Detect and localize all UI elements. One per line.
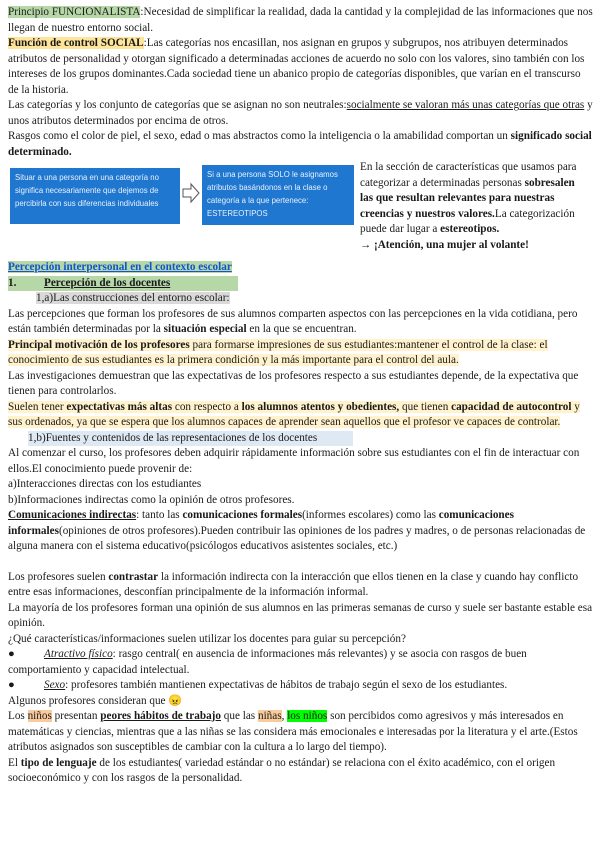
principio-funcionalista-paragraph xyxy=(8,5,593,36)
question-paragraph: ¿Qué características/informaciones suelen utilizar los docentes para guiar su percepción? xyxy=(8,632,406,645)
categorias-text-a: Las categorías y los conjunto de categorías que se asignan no son neutrales: xyxy=(8,99,347,111)
subsection-1-heading xyxy=(8,276,593,292)
ninos-paragraph xyxy=(8,709,593,756)
n-f: niñas xyxy=(257,710,282,722)
n-i: son percibidos como agresivos y más interesados en matemáticas y ciencias, mientras que a las niñas se las considera más emocionales e interesadas por la literatura y el arte.(Estos atributos asignados son susceptibles de cambiar con la cultura a lo largo del tiempo). xyxy=(8,710,578,753)
subsection-1b-title: 1,b)Fuentes y contenidos de las representaciones de los docentes xyxy=(28,431,353,447)
exp-b: expectativas más altas xyxy=(66,400,173,413)
principio-funcionalista-text: :Necesidad de simplificar la realidad, dada la cantidad y la complejidad de las informaciones que nos llegan de nuestro entorno social. xyxy=(8,6,593,34)
contrastar-paragraph xyxy=(8,570,593,601)
percepciones-end: en la que se encuentran. xyxy=(246,323,357,335)
ci-term: Comunicaciones indirectas xyxy=(8,509,137,521)
section-title-link[interactable]: Percepción interpersonal en el contexto escolar xyxy=(8,261,232,273)
diagram-box-estereotipos: Si a una persona SOLO le asignamos atributos basándonos en la clase o categoría a la que pertenece: ESTEREOTIPOS xyxy=(202,165,354,225)
percepciones-bold: situación especial xyxy=(163,323,247,335)
percepciones-paragraph xyxy=(8,307,593,338)
side-attention: → ¡Atención, una mujer al volante! xyxy=(360,238,529,251)
control-social-term: Función de control SOCIAL xyxy=(8,37,144,49)
exp-f: capacidad de autocontrol xyxy=(451,400,572,413)
categorias-underlined: socialmente se valoran más unas categorías que otras xyxy=(346,99,585,111)
percepciones-text: Las percepciones que forman los profesores de sus alumnos comparten aspectos con las percepciones en la vida cotidiana, pero están también determinadas por la xyxy=(8,307,578,335)
side-text-a: En la sección de características que usamos para categorizar a determinadas personas xyxy=(360,161,577,189)
subsection-1a-title: 1,a)Las construcciones del entorno escolar: xyxy=(36,292,230,304)
subsection-1-title: Percepción de los docentes xyxy=(44,276,171,289)
subsection-1b-heading xyxy=(8,431,593,447)
side-text-b: La categorización puede dar lugar a xyxy=(360,207,575,235)
categorias-paragraph xyxy=(8,98,593,129)
tl-a: El xyxy=(8,756,21,769)
diagram-box-categoria: Situar a una persona en una categoría no significa necesariamente que dejemos de percibirla con sus diferencias individuales xyxy=(10,168,180,224)
control-social-text: :Las categorías nos encasillan, nos asignan en grupos y subgrupos, nos atribuyen determinados atributos de personalidad y otorgan significado a determinadas acciones de acuerdo no solo con los valores, sino también con los intereses de los grupos dominantes.Cada sociedad tiene un abanico propio de categorías disponibles, que varían en el transcurso de la historia. xyxy=(8,37,585,96)
n-h: los niños xyxy=(287,710,328,722)
lenguaje-paragraph xyxy=(8,756,593,787)
tl-b: tipo de lenguaje xyxy=(20,756,97,769)
rasgos-bold: significado social determinado. xyxy=(8,130,592,158)
document-page xyxy=(8,5,593,787)
control-social-paragraph xyxy=(8,36,593,98)
stereotype-diagram xyxy=(8,160,360,260)
b2-text: : profesores también mantienen expectativas de hábitos de trabajo según el sexo de los estudiantes. xyxy=(65,679,508,691)
categorias-text-b: y unos atributos determinados por encima de otros. xyxy=(8,99,593,127)
fuente-item-a: a)Interacciones directas con los estudiantes xyxy=(8,478,202,490)
subsection-1a-heading xyxy=(8,291,593,307)
bullet-atractivo xyxy=(8,647,593,678)
comunicaciones-paragraph xyxy=(8,508,593,555)
n-c: presentan xyxy=(51,710,101,722)
b2-term: Sexo xyxy=(44,679,66,691)
tl-c: de los estudiantes( variedad estándar o no estándar) se relaciona con el éxito académico, con el origen socioeconómico y con los rasgos de la personalidad. xyxy=(8,756,556,784)
n-a: Los xyxy=(8,710,28,722)
diagram-row xyxy=(8,160,593,260)
side-bold-b: estereotipos. xyxy=(440,223,500,235)
motivacion-bold: Principal motivación de los profesores xyxy=(8,338,190,351)
ci-b: comunicaciones formales xyxy=(182,509,303,521)
motivacion-text: para formarse impresiones de sus estudiantes:mantener el control de la clase: el conocimiento de sus estudiantes es la primera condición y la más importante para el control del aula. xyxy=(8,338,548,366)
rasgos-text: Rasgos como el color de piel, el sexo, edad o mas abstractos como la inteligencia o la amabilidad comportan un xyxy=(8,130,511,142)
principio-funcionalista-term: Principio FUNCIONALISTA xyxy=(8,6,141,18)
ci-c: (informes escolares) como las xyxy=(302,509,439,521)
contr-b: contrastar xyxy=(108,570,159,583)
algunos-text: Algunos profesores consideran que xyxy=(8,694,169,707)
b1-term: Atractivo físico xyxy=(44,648,113,660)
n-b: niños xyxy=(27,710,52,722)
exp-a: Suelen tener xyxy=(8,400,67,413)
subsection-1-highlight xyxy=(8,276,238,292)
rasgos-paragraph xyxy=(8,129,593,160)
expectativas-paragraph xyxy=(8,400,593,431)
right-arrow-icon xyxy=(182,182,200,204)
bullet-dot-icon: ● xyxy=(8,679,15,691)
bullet-dot-icon: ● xyxy=(8,648,15,660)
mayoria-paragraph: La mayoría de los profesores forman una opinión de sus alumnos en las primeras semanas de curso y suele ser bastante estable esa opinión. xyxy=(8,601,593,629)
n-d: peores hábitos de trabajo xyxy=(100,710,221,722)
exp-g: y sus ordenados, ya que se espera que los alumnos capaces de aprender sean aquellos que el profesor ve capaces de controlar. xyxy=(8,400,580,428)
contr-c: la información indirecta con la interacción que ellos tienen en la clase y cuando hay conflicto entre esas informaciones, desconfían principalmente de la información informal. xyxy=(8,570,579,598)
side-bold-a: sobresalen las que resultan relevantes para nuestras creencias y nuestros valores. xyxy=(360,176,575,220)
subsection-1-number: 1. xyxy=(8,276,17,289)
n-e: que las xyxy=(220,710,258,722)
b1-text: : rasgo central( en ausencia de informaciones más relevantes) y se asocia con rasgos de buen comportamiento y capacidad intelectual. xyxy=(8,648,527,676)
investigaciones-paragraph: Las investigaciones demuestran que las expectativas de los profesores respecto a sus estudiantes depende, de la expectativa que tienen para controlarlos. xyxy=(8,369,579,397)
ci-a: : tanto las xyxy=(136,509,183,521)
categorization-side-note xyxy=(360,160,590,260)
exp-d: los alumnos atentos y obedientes, xyxy=(241,400,400,413)
fuente-item-b: b)Informaciones indirectas como la opinión de otros profesores. xyxy=(8,493,295,506)
section-title xyxy=(8,260,593,276)
bullet-sexo xyxy=(8,678,593,694)
motivacion-paragraph xyxy=(8,338,593,369)
contr-a: Los profesores suelen xyxy=(8,570,109,583)
ci-d: comunicaciones informales xyxy=(8,509,514,537)
exp-e: que tienen xyxy=(399,400,452,413)
ci-e: (opiniones de otros profesores).Pueden contribuir las opiniones de los padres y madres, o de personas relacionadas de alguna manera con el sistema educativo(psicólogos educativos asistentes sociales, etc.) xyxy=(8,524,586,552)
angry-face-icon: 😠 xyxy=(168,694,183,707)
comienzo-paragraph: Al comenzar el curso, los profesores deben adquirir rápidamente información sobre sus estudiantes con el fin de interactuar con ellos.El conocimiento puede provenir de: xyxy=(8,447,580,475)
exp-c: con respecto a xyxy=(172,400,242,413)
n-g: , xyxy=(281,710,288,722)
blank-line xyxy=(8,555,593,570)
algunos-paragraph xyxy=(8,694,593,710)
